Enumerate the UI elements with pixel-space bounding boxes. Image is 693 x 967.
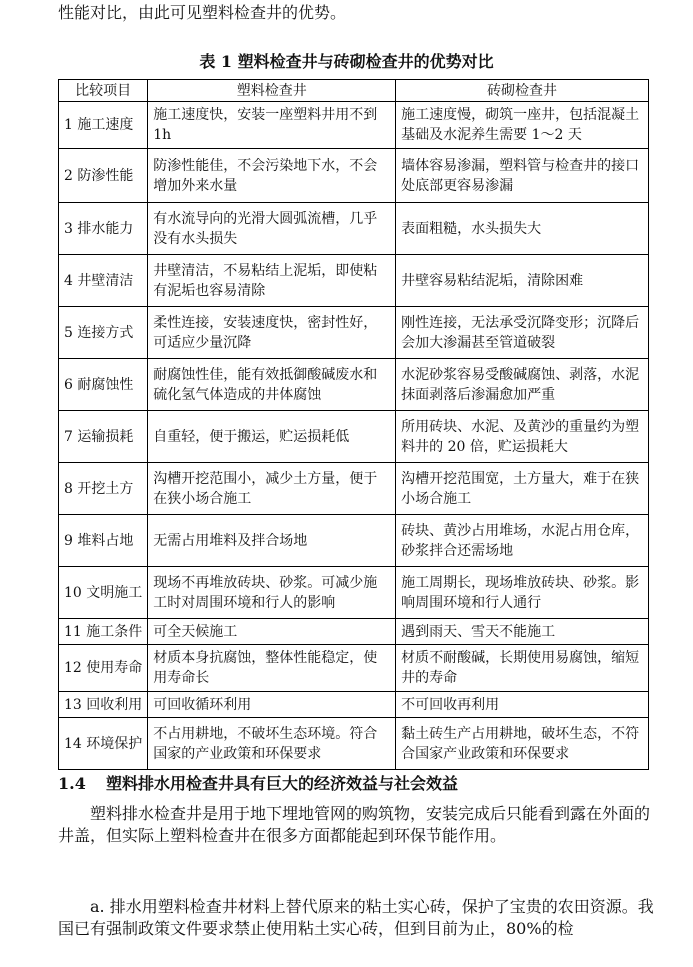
row-item: 13 回收利用	[59, 692, 148, 718]
row-item: 11 施工条件	[59, 619, 148, 645]
table-row	[59, 645, 649, 692]
row-item: 3 排水能力	[59, 203, 148, 255]
row-brick: 所用砖块、水泥、及黄沙的重量约为塑料井的 20 倍，贮运损耗大	[396, 411, 649, 463]
row-plastic: 材质本身抗腐蚀，整体性能稳定，使用寿命长	[148, 645, 396, 692]
section-number: 1.4	[58, 774, 86, 793]
table-row	[59, 149, 649, 203]
row-plastic: 可全天候施工	[148, 619, 396, 645]
row-plastic: 耐腐蚀性佳，能有效抵御酸碱废水和硫化氢气体造成的井体腐蚀	[148, 359, 396, 411]
row-plastic: 柔性连接，安装速度快，密封性好，可适应少量沉降	[148, 307, 396, 359]
row-brick: 井壁容易粘结泥垢，清除困难	[396, 255, 649, 307]
header-plastic: 塑料检查井	[148, 80, 396, 102]
table-row	[59, 307, 649, 359]
row-plastic: 现场不再堆放砖块、砂浆。可减少施工时对周围环境和行人的影响	[148, 567, 396, 619]
row-plastic: 无需占用堆料及拌合场地	[148, 515, 396, 567]
row-plastic: 自重轻，便于搬运，贮运损耗低	[148, 411, 396, 463]
row-brick: 材质不耐酸碱，长期使用易腐蚀，缩短井的寿命	[396, 645, 649, 692]
row-plastic: 施工速度快，安装一座塑料井用不到 1h	[148, 102, 396, 149]
header-brick: 砖砌检查井	[396, 80, 649, 102]
header-item: 比较项目	[59, 80, 148, 102]
row-brick: 砖块、黄沙占用堆场，水泥占用仓库，砂浆拌合还需场地	[396, 515, 649, 567]
table-row	[59, 718, 649, 770]
row-plastic: 防渗性能佳，不会污染地下水，不会增加外来水量	[148, 149, 396, 203]
row-item: 14 环境保护	[59, 718, 148, 770]
row-item: 4 井壁清洁	[59, 255, 148, 307]
row-brick: 水泥砂浆容易受酸碱腐蚀、剥落，水泥抹面剥落后渗漏愈加严重	[396, 359, 649, 411]
row-brick: 表面粗糙，水头损失大	[396, 203, 649, 255]
row-item: 1 施工速度	[59, 102, 148, 149]
row-brick: 刚性连接，无法承受沉降变形；沉降后会加大渗漏甚至管道破裂	[396, 307, 649, 359]
row-brick: 黏土砖生产占用耕地，破坏生态，不符合国家产业政策和环保要求	[396, 718, 649, 770]
row-item: 7 运输损耗	[59, 411, 148, 463]
row-brick: 遇到雨天、雪天不能施工	[396, 619, 649, 645]
row-brick: 施工周期长，现场堆放砖块、砂浆。影响周围环境和行人通行	[396, 567, 649, 619]
table-caption: 表 1 塑料检查井与砖砌检查井的优势对比	[199, 52, 494, 71]
table-row	[59, 515, 649, 567]
table-row	[59, 619, 649, 645]
row-plastic: 井壁清洁，不易粘结上泥垢，即使粘有泥垢也容易清除	[148, 255, 396, 307]
row-brick: 墙体容易渗漏，塑料管与检查井的接口处底部更容易渗漏	[396, 149, 649, 203]
row-item: 8 开挖土方	[59, 463, 148, 515]
row-item: 6 耐腐蚀性	[59, 359, 148, 411]
comparison-table	[58, 79, 649, 770]
table-row	[59, 567, 649, 619]
row-brick: 施工速度慢，砌筑一座井，包括混凝土基础及水泥养生需要 1～2 天	[396, 102, 649, 149]
section-title: 塑料排水用检查井具有巨大的经济效益与社会效益	[106, 774, 459, 793]
row-item: 9 堆料占地	[59, 515, 148, 567]
row-item: 5 连接方式	[59, 307, 148, 359]
intro-text: 性能对比，由此可见塑料检查井的优势。	[58, 3, 347, 22]
table-row	[59, 463, 649, 515]
table-header-row	[59, 80, 649, 102]
table-row	[59, 692, 649, 718]
table-row	[59, 359, 649, 411]
row-item: 10 文明施工	[59, 567, 148, 619]
table-row	[59, 255, 649, 307]
section-heading	[58, 771, 458, 794]
table-row	[59, 411, 649, 463]
body-paragraph: a. 排水用塑料检查井材料上替代原来的粘土实心砖，保护了宝贵的农田资源。我国已有强制政策文件要求禁止使用粘土实心砖，但到目前为止，80%的检	[58, 897, 654, 938]
row-brick: 沟槽开挖范围宽，土方量大，难于在狭小场合施工	[396, 463, 649, 515]
row-plastic: 有水流导向的光滑大圆弧流槽，几乎没有水头损失	[148, 203, 396, 255]
table-row	[59, 102, 649, 149]
row-item: 2 防渗性能	[59, 149, 148, 203]
row-plastic: 可回收循环利用	[148, 692, 396, 718]
row-brick: 不可回收再利用	[396, 692, 649, 718]
row-plastic: 不占用耕地，不破坏生态环境。符合国家的产业政策和环保要求	[148, 718, 396, 770]
row-item: 12 使用寿命	[59, 645, 148, 692]
table-row	[59, 203, 649, 255]
row-plastic: 沟槽开挖范围小，减少土方量，便于在狭小场合施工	[148, 463, 396, 515]
body-paragraph: 塑料排水检查井是用于地下埋地管网的购筑物，安装完成后只能看到露在外面的井盖，但实际上塑料检查井在很多方面都能起到环保节能作用。	[58, 804, 651, 845]
